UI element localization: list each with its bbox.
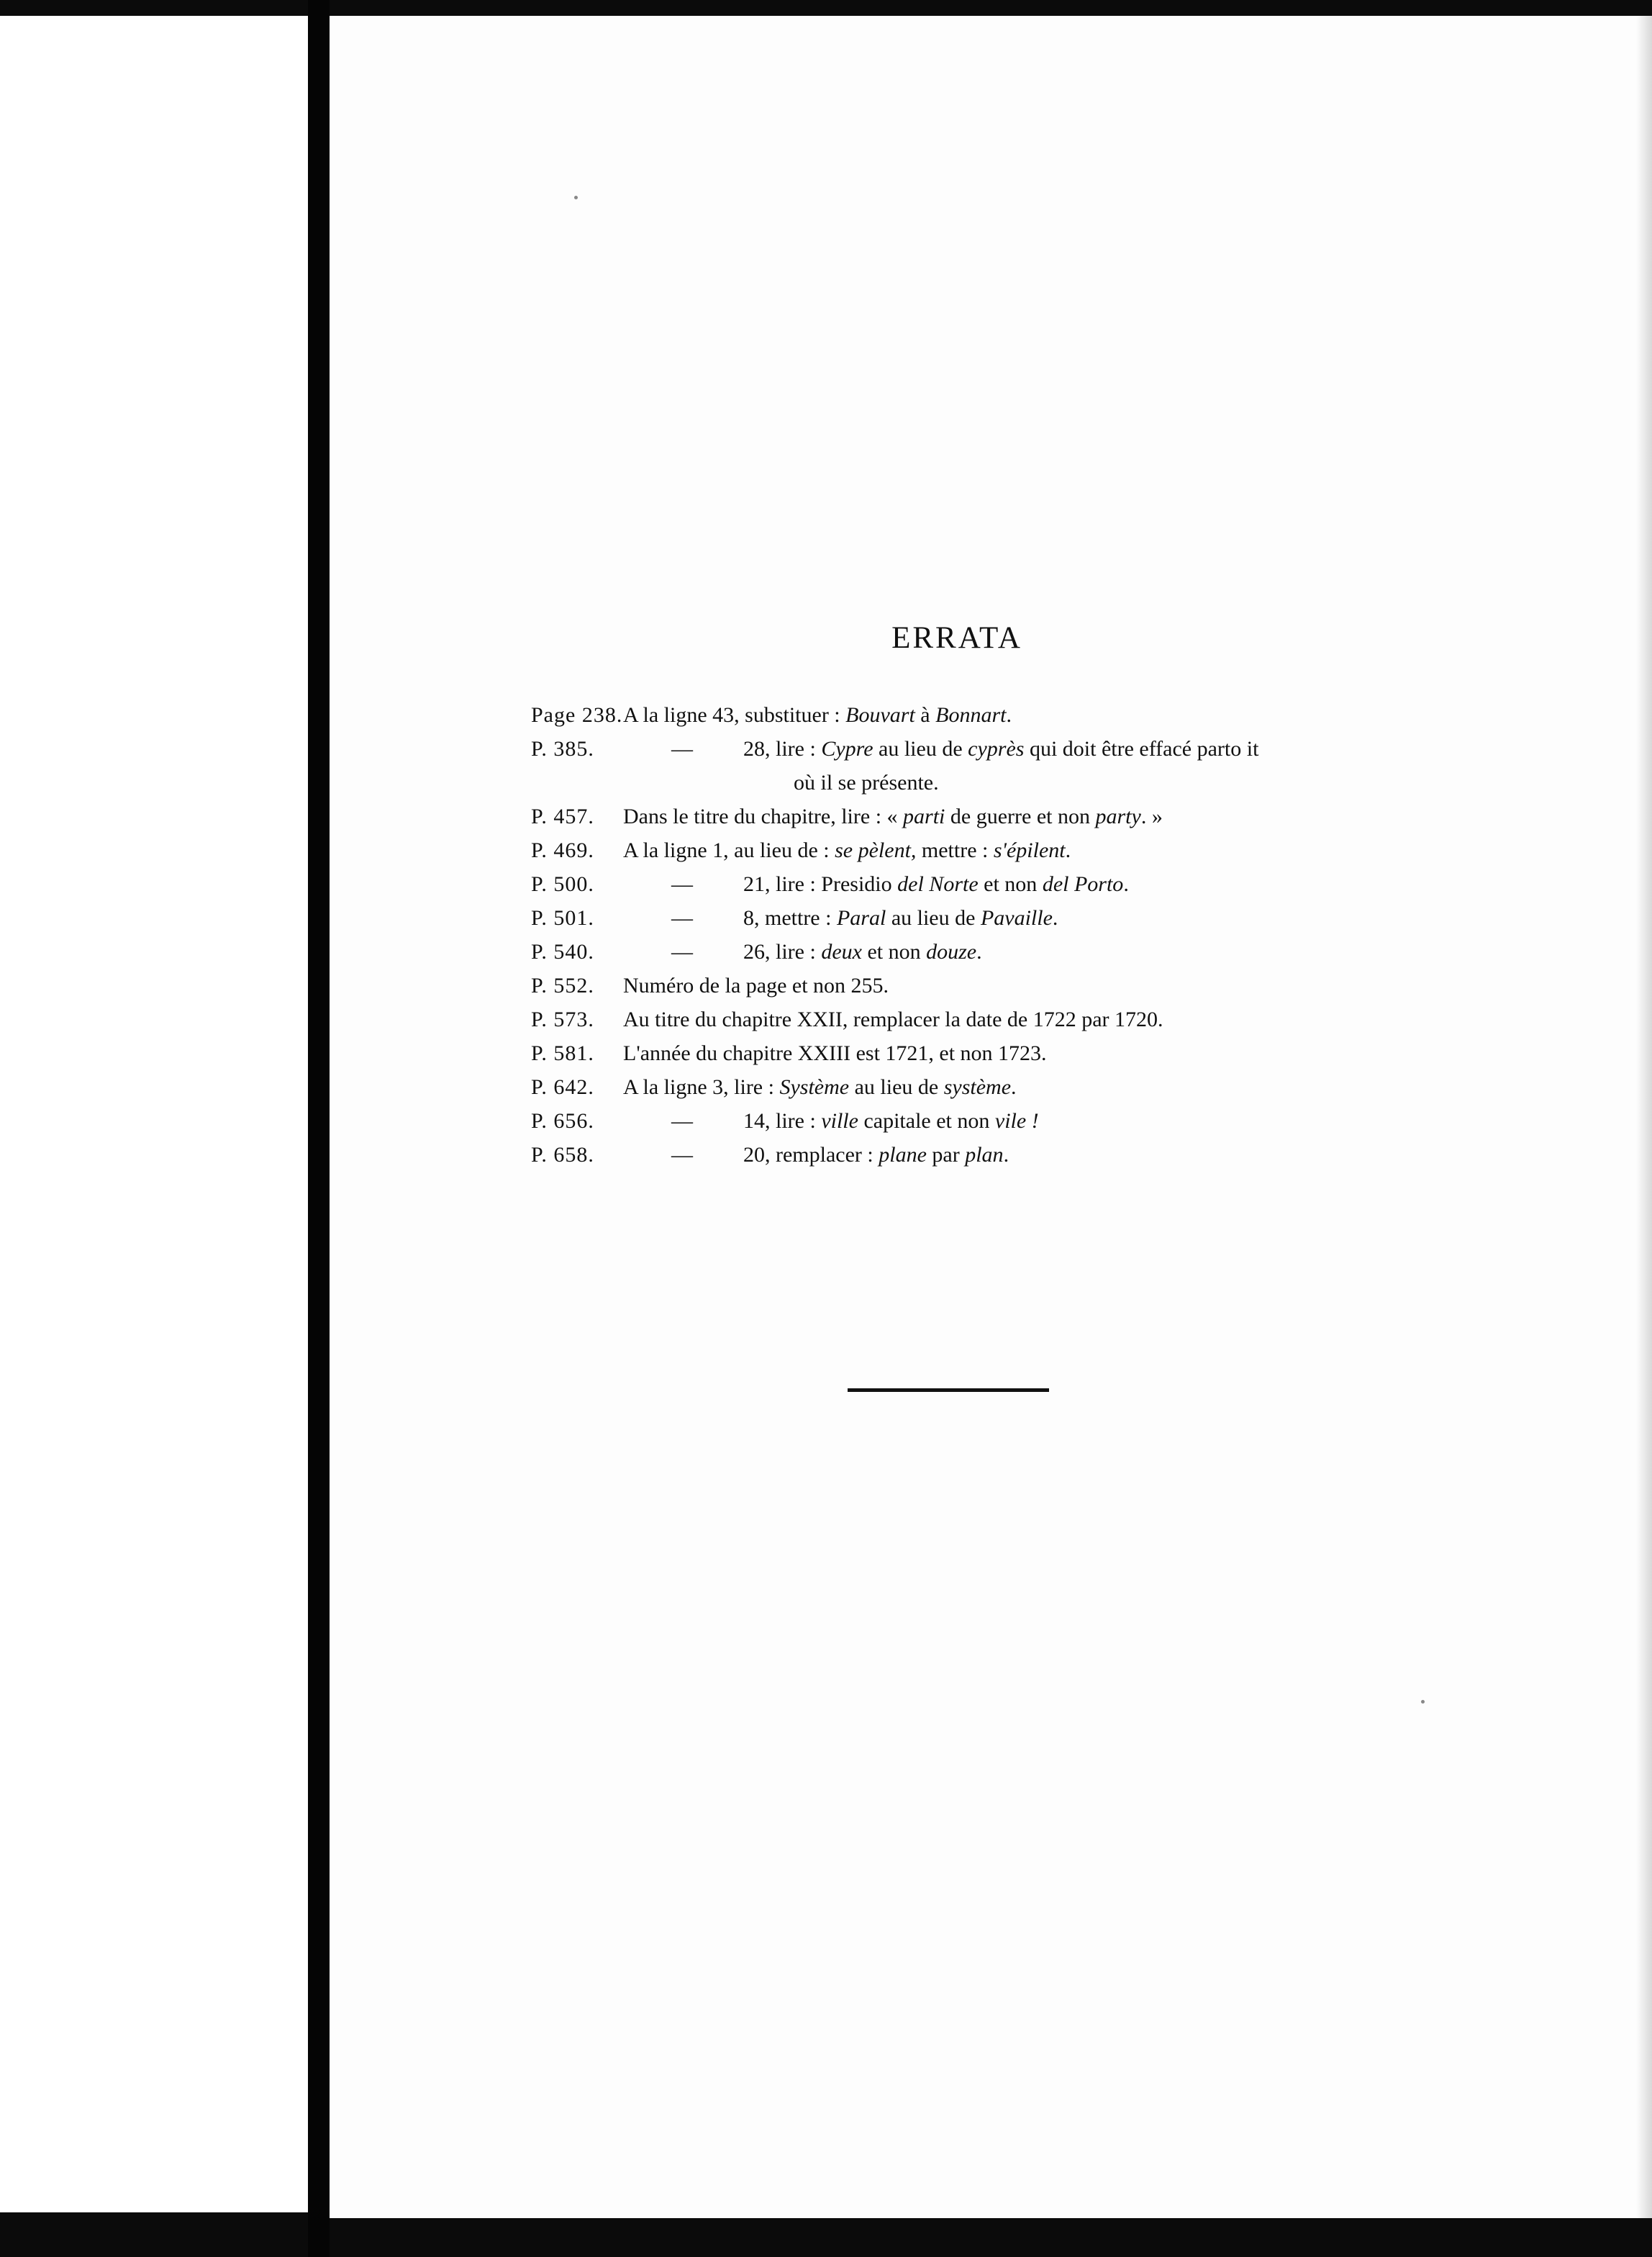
errata-entry	[531, 1104, 1423, 1138]
correction-text	[671, 935, 982, 969]
errata-continuation	[531, 766, 1423, 800]
page-reference: Page 238.	[531, 703, 623, 727]
errata-entry	[531, 1070, 1423, 1104]
correction-fragment: 8, mettre :	[743, 906, 837, 930]
correction-fragment: mettre :	[916, 838, 994, 862]
correction-text	[671, 1138, 1009, 1172]
italic-term: plane	[879, 1143, 927, 1167]
correction-fragment: Numéro de la page et non 255.	[623, 974, 889, 998]
italic-term: s'épilent	[993, 838, 1066, 862]
errata-entry	[531, 935, 1423, 969]
correction-fragment: 14, lire :	[743, 1109, 822, 1133]
errata-entry	[531, 901, 1423, 935]
correction-text	[671, 732, 1258, 766]
italic-term: parti	[903, 805, 945, 828]
correction-text	[623, 1070, 1017, 1104]
italic-term: se pèlent,	[835, 838, 917, 862]
errata-entry	[531, 969, 1423, 1003]
errata-entry	[531, 1036, 1423, 1070]
ditto-dash: —	[671, 872, 693, 896]
italic-term: deux	[821, 940, 862, 964]
page-reference: P. 642.	[531, 1075, 594, 1099]
correction-fragment: par	[926, 1143, 966, 1167]
italic-term: vile !	[994, 1109, 1039, 1133]
correction-text	[623, 1003, 1163, 1036]
italic-term: système	[943, 1075, 1012, 1099]
correction-fragment: 20, remplacer :	[743, 1143, 879, 1167]
correction-text	[623, 1036, 1047, 1070]
correction-fragment: 26, lire :	[743, 940, 822, 964]
ditto-dash: —	[671, 940, 693, 964]
correction-text	[671, 1104, 1039, 1138]
ditto-dash: —	[671, 906, 693, 930]
ditto-dash: —	[671, 737, 693, 761]
correction-fragment: . »	[1140, 805, 1163, 828]
page-reference: P. 656.	[531, 1109, 594, 1133]
italic-term: plan	[965, 1143, 1004, 1167]
italic-term: Bouvart	[845, 703, 915, 727]
correction-fragment: .	[1003, 1143, 1009, 1167]
correction-fragment: A la ligne 1, au lieu de :	[623, 838, 835, 862]
page-reference: P. 573.	[531, 1008, 594, 1031]
errata-list	[531, 698, 1423, 1172]
page-reference: P. 540.	[531, 940, 594, 964]
previous-page-edge	[0, 16, 308, 2212]
correction-fragment: L'année du chapitre XXIII est 1721, et non 1723.	[623, 1041, 1047, 1065]
errata-entry	[531, 1003, 1423, 1036]
italic-term: Pavaille	[980, 906, 1053, 930]
continuation-text: où il se présente.	[794, 771, 939, 795]
errata-entry	[531, 1138, 1423, 1172]
correction-fragment: 21, lire : Presidio	[743, 872, 898, 896]
italic-term: douze	[926, 940, 977, 964]
correction-fragment: .	[1011, 1075, 1017, 1099]
correction-fragment: de guerre et non	[945, 805, 1096, 828]
correction-fragment: et non	[861, 940, 927, 964]
errata-entry	[531, 698, 1423, 732]
page-reference: P. 457.	[531, 805, 594, 828]
page-reference: P. 581.	[531, 1041, 594, 1065]
correction-fragment: .	[976, 940, 982, 964]
correction-fragment: A la ligne 3, lire :	[623, 1075, 780, 1099]
page-reference: P. 500.	[531, 872, 594, 896]
italic-term: del Porto	[1042, 872, 1124, 896]
ditto-dash: —	[671, 1109, 693, 1133]
italic-term: party	[1095, 805, 1141, 828]
italic-term: Cypre	[821, 737, 873, 761]
page-title: ERRATA	[891, 621, 1022, 655]
correction-fragment: Au titre du chapitre XXII, remplacer la date de 1722 par 1720.	[623, 1008, 1163, 1031]
book-gutter	[308, 0, 330, 2257]
correction-fragment: .	[1006, 703, 1012, 727]
page-reference: P. 501.	[531, 906, 594, 930]
correction-fragment: .	[1052, 906, 1058, 930]
italic-term: Système	[779, 1075, 850, 1099]
page-reference: P. 385.	[531, 737, 594, 761]
errata-entry	[531, 833, 1423, 867]
correction-fragment: à	[914, 703, 936, 727]
italic-term: Paral	[836, 906, 886, 930]
italic-term: ville	[821, 1109, 858, 1133]
errata-entry	[531, 732, 1423, 766]
correction-fragment: A la ligne 43, substituer :	[623, 703, 846, 727]
correction-fragment: au lieu de	[849, 1075, 944, 1099]
correction-fragment: capitale et non	[858, 1109, 995, 1133]
page-edge-shadow	[1636, 16, 1652, 2218]
correction-fragment: 28, lire :	[743, 737, 822, 761]
italic-term: del Norte	[897, 872, 979, 896]
correction-text	[623, 833, 1071, 867]
page-reference: P. 658.	[531, 1143, 594, 1167]
paper-speck	[574, 196, 578, 199]
correction-text	[671, 867, 1129, 901]
correction-fragment: .	[1123, 872, 1129, 896]
correction-text	[623, 800, 1163, 833]
closing-rule	[848, 1388, 1049, 1392]
correction-fragment: .	[1065, 838, 1071, 862]
correction-fragment: qui doit être effacé parto it	[1024, 737, 1259, 761]
correction-fragment: au lieu de	[873, 737, 968, 761]
correction-fragment: au lieu de	[886, 906, 981, 930]
paper-speck	[1421, 1700, 1425, 1704]
page-reference: P. 469.	[531, 838, 594, 862]
page-reference: P. 552.	[531, 974, 594, 998]
ditto-dash: —	[671, 1143, 693, 1167]
correction-fragment: Dans le titre du chapitre, lire : «	[623, 805, 904, 828]
correction-text	[671, 901, 1058, 935]
correction-fragment: et non	[978, 872, 1043, 896]
italic-term: Bonnart	[935, 703, 1007, 727]
errata-entry	[531, 800, 1423, 833]
correction-text	[623, 969, 889, 1003]
italic-term: cyprès	[968, 737, 1025, 761]
errata-entry	[531, 867, 1423, 901]
correction-text	[623, 698, 1012, 732]
